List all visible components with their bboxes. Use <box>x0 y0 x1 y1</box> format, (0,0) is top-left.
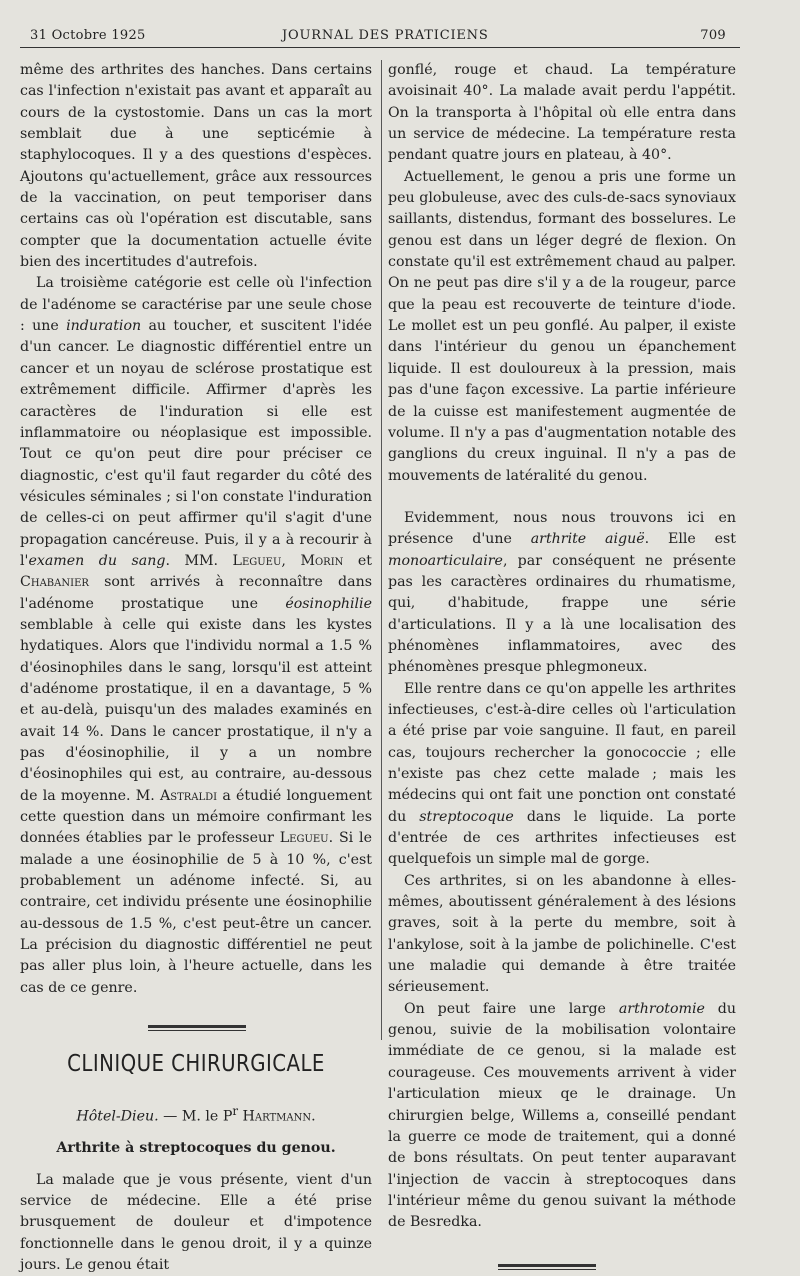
superscript: r <box>232 1104 239 1119</box>
author-name: Morin <box>300 552 344 569</box>
paragraph <box>388 508 736 679</box>
text-run: . Si le malade a une éosinophilie de 5 à 10 %, c'est probablement un adénome infecté. Si, au contraire, cet individu présente une éosinophilie au-dessous de 1.5 %, c'est peut-être un cancer. La précision du diagnostic différentiel ne peut pas aller plus loin, à l'heure actuelle, dans les cas de ce genre. <box>20 830 372 996</box>
running-header <box>30 28 726 48</box>
emphasis: induration <box>66 318 142 335</box>
text-run: La troisième catégorie est celle où l'infection de l'adénome se caractérise par une seule chose : une <box>20 275 372 335</box>
paragraph <box>388 999 736 1234</box>
case-title: Arthrite à streptocoques du genou. <box>56 1140 336 1157</box>
text-run: — M. le P <box>158 1108 233 1125</box>
author-name: Astraldi <box>159 787 218 804</box>
author-name: Hartmann <box>238 1108 312 1125</box>
hospital-name: Hôtel-Dieu. <box>76 1108 159 1125</box>
paragraph: même des arthrites des hanches. Dans certains cas l'infection n'existait pas avant et apparaît au cours de la cystostomie. Dans un cas la mort semblait due à une septicémie à staphylocoques. Il y a des questions d'espèces. Ajoutons qu'actuellement, grâce aux ressources de la vaccination, on peut temporiser dans certains cas où l'opération est discutable, sans compter que la documentation actuelle évite bien des incertitudes d'autrefois. <box>20 62 372 271</box>
section-ornament <box>148 1025 246 1031</box>
emphasis: examen du sang <box>28 552 166 569</box>
text-run: dans le liquide. La porte d'entrée de ces arthrites infectieuses est quelquefois un simple mal de gorge. <box>388 808 736 868</box>
text-run: Elle rentre dans ce qu'on appelle les arthrites infectieuses, c'est-à-dire celles où l'articulation a été prise par voie sanguine. Il faut, en pareil cas, toujours rechercher la gonococcie ; elle n'existe pas chez cette malade ; mais les médecins qui ont fait une ponction ont constaté du <box>388 680 736 825</box>
author-name: Legueu <box>279 830 329 847</box>
text-run: Evidemment, nous nous trouvons ici en présence d'une <box>388 509 736 548</box>
end-ornament <box>498 1264 596 1270</box>
text-run: au toucher, et suscitent l'idée d'un cancer. Le diagnostic différentiel entre un cancer et un noyau de sclérose prostatique est extrêmement difficile. Affirmer d'après les caractères de l'induration si elle est inflammatoire ou néoplasique est impossible. Tout ce qu'on peut dire pour préciser ce diagnostic, c'est qu'il faut regarder du côté des vésicules séminales ; si l'on constate l'induration de celles-ci on peut affirmer qu'il s'agit d'une propagation cancéreuse. Puis, il y a à recourir à l' <box>20 318 372 569</box>
author-name: Legueu <box>232 552 282 569</box>
emphasis: streptocoque <box>419 808 514 825</box>
text-run: . Elle est <box>644 531 736 548</box>
right-column <box>388 60 736 1270</box>
column-divider <box>381 60 382 1040</box>
emphasis: arthrite aiguë <box>530 531 645 548</box>
emphasis: arthrotomie <box>618 1000 705 1017</box>
emphasis: éosinophilie <box>285 595 372 612</box>
issue-date: 31 Octobre 1925 <box>30 28 146 43</box>
page-number: 709 <box>700 28 726 43</box>
paragraph: Ces arthrites, si on les abandonne à elles-mêmes, aboutissent généralement à des lésions graves, soit à la perte du membre, soit à l'ankylose, soit à la jambe de polichinelle. C'est une maladie qui demande à être traitée sérieusement. <box>388 872 736 996</box>
text-run: du genou, suivie de la mobilisation volontaire immédiate de ce genou, si la malade est courageuse. Ces mouvements arrivent à vider l'articulation mieux qe le drainage. Un chirurgien belge, Willems a, conseillé pendant la guerre ce mode de traitement, qui a donné de bons résultats. On peut tenter auparavant l'injection de vaccin à streptocoques dans l'intérieur même du genou suivant la méthode de Besredka. <box>388 1000 736 1231</box>
paragraph: La malade que je vous présente, vient d'un service de médecine. Elle a été prise brusquement de douleur et d'impotence fonctionnelle dans le genou droit, il y a quinze jours. Le genou était <box>20 1171 372 1273</box>
paragraph: Actuellement, le genou a pris une forme un peu globuleuse, avec des culs-de-sacs synoviaux saillants, distendus, formant des bosselures. Le genou est dans un léger degré de flexion. On constate qu'il est extrêmement chaud au palper. On ne peut pas dire s'il y a de la rougeur, parce que la peau est recouverte de teinture d'iode. Le mollet est un peu gonflé. Au palper, il existe dans l'intérieur du genou un épanchement liquide. Il est douloureux à la pression, mais pas d'une façon excessive. La partie inférieure de la cuisse est manifestement augmentée de volume. Il n'y a pas d'augmentation notable des ganglions du creux inguinal. Il n'y a pas de mouvements de latéralité du genou. <box>388 168 736 484</box>
paragraph: gonflé, rouge et chaud. La température avoisinait 40°. La malade avait perdu l'appétit. On la transporta à l'hôpital où elle entra dans un service de médecine. La température resta pendant quatre jours en plateau, à 40°. <box>388 62 736 164</box>
text-run: semblable à celle qui existe dans les kystes hydatiques. Alors que l'individu normal a 1.5 % d'éosinophiles dans le sang, lorsqu'il est atteint d'adénome prostatique, il en a davantage, 5 % et au-delà, puisqu'un des malades examinés en avait 14 %. Dans le cancer prostatique, il n'y a pas d'éosinophilie, il y a un nombre d'éosinophiles qui est, au contraire, au-dessous de la moyenne. M. <box>20 616 372 804</box>
text-run: a étudié longuement cette question dans un mémoire confirmant les données établies par le professeur <box>20 787 372 847</box>
text-run: On peut faire une large <box>404 1000 619 1017</box>
case-location <box>20 1101 372 1128</box>
section-title: CLINIQUE CHIRURGICALE <box>67 1051 325 1078</box>
text-run: . MM. <box>165 552 233 569</box>
text-run: , <box>281 552 301 569</box>
paragraph <box>388 679 736 871</box>
text-run: , par conséquent ne présente pas les caractères ordinaires du rhumatisme, qui, d'habitude, frappe une série d'articulations. Il y a là une localisation des phénomènes inflammatoires, avec des phénomènes presque phlegmoneux. <box>388 552 736 676</box>
author-name: Chabanier <box>20 574 89 591</box>
left-column <box>20 60 372 1276</box>
text-run: sont arrivés à reconnaître dans l'adénome prostatique une <box>20 574 372 612</box>
text-run: . <box>311 1108 316 1125</box>
header-rule <box>20 47 740 48</box>
spacer <box>388 487 736 508</box>
paragraph <box>20 273 372 999</box>
emphasis: monoarticulaire <box>388 552 503 569</box>
text-run: et <box>343 552 373 569</box>
journal-title: JOURNAL DES PRATICIENS <box>282 28 489 43</box>
